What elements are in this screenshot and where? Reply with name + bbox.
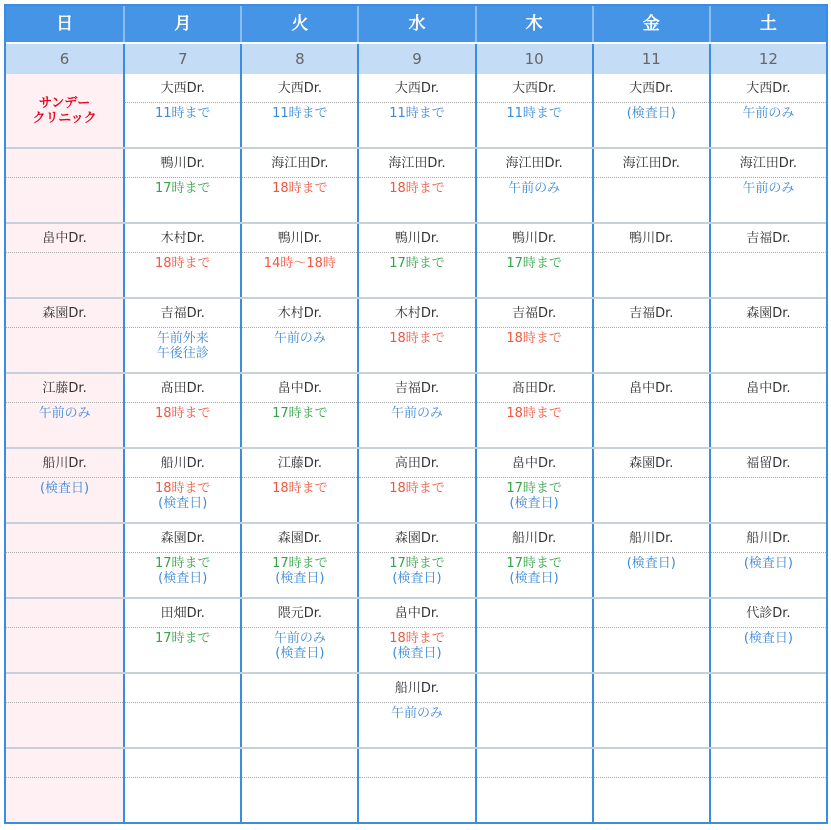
doctor-name: 鴨川Dr. bbox=[125, 149, 240, 178]
doctor-name: 船川Dr. bbox=[125, 449, 240, 478]
schedule-row bbox=[6, 74, 826, 149]
schedule-cell bbox=[475, 674, 592, 747]
doctor-name bbox=[242, 674, 357, 703]
schedule-notes bbox=[594, 703, 709, 706]
schedule-note: 11時まで bbox=[154, 106, 211, 121]
schedule-notes bbox=[477, 703, 592, 706]
date-row bbox=[6, 42, 826, 74]
schedule-row bbox=[6, 674, 826, 749]
schedule-note: 18時まで bbox=[154, 481, 211, 496]
doctor-name: 船川Dr. bbox=[6, 449, 123, 478]
schedule-cell bbox=[592, 74, 709, 147]
schedule-notes bbox=[125, 553, 240, 586]
schedule-note: (検査日) bbox=[158, 571, 208, 586]
schedule-cell bbox=[475, 599, 592, 672]
doctor-name: 吉福Dr. bbox=[359, 374, 474, 403]
schedule-row bbox=[6, 449, 826, 524]
schedule-row bbox=[6, 224, 826, 299]
doctor-name bbox=[6, 149, 123, 178]
schedule-cell bbox=[475, 749, 592, 822]
schedule-note: 17時まで bbox=[154, 181, 211, 196]
schedule-cell bbox=[357, 149, 474, 222]
schedule-note: 午後往診 bbox=[156, 346, 209, 361]
doctor-name: 田畑Dr. bbox=[125, 599, 240, 628]
schedule-cell bbox=[357, 74, 474, 147]
doctor-name bbox=[242, 749, 357, 778]
doctor-name: 髙田Dr. bbox=[477, 374, 592, 403]
date-cell: 8 bbox=[240, 44, 357, 74]
schedule-note: 18時まで bbox=[154, 406, 211, 421]
schedule-notes bbox=[359, 103, 474, 121]
schedule-body bbox=[6, 74, 826, 822]
doctor-name: 鴨川Dr. bbox=[359, 224, 474, 253]
schedule-notes bbox=[594, 478, 709, 481]
schedule-cell bbox=[240, 524, 357, 597]
schedule-notes bbox=[594, 253, 709, 256]
schedule-cell bbox=[6, 149, 123, 222]
doctor-name: 森園Dr. bbox=[242, 524, 357, 553]
schedule-notes bbox=[477, 103, 592, 121]
schedule-cell bbox=[123, 149, 240, 222]
schedule-cell bbox=[592, 524, 709, 597]
schedule-cell bbox=[240, 299, 357, 372]
schedule-note: 17時まで bbox=[272, 406, 328, 421]
schedule-note: 17時まで bbox=[506, 556, 562, 571]
doctor-name: 海江田Dr. bbox=[242, 149, 357, 178]
doctor-name: 森園Dr. bbox=[594, 449, 709, 478]
doctor-name bbox=[594, 599, 709, 628]
schedule-cell bbox=[6, 524, 123, 597]
schedule-cell bbox=[709, 74, 826, 147]
doctor-name: 大西Dr. bbox=[711, 74, 826, 103]
doctor-name bbox=[711, 674, 826, 703]
schedule-cell bbox=[475, 524, 592, 597]
schedule-notes bbox=[242, 628, 357, 661]
date-cell: 7 bbox=[123, 44, 240, 74]
doctor-name: 海江田Dr. bbox=[477, 149, 592, 178]
doctor-name: 大西Dr. bbox=[242, 74, 357, 103]
date-cell: 9 bbox=[357, 44, 474, 74]
doctor-name bbox=[477, 674, 592, 703]
schedule-note: (検査日) bbox=[509, 571, 559, 586]
doctor-name: 畠中Dr. bbox=[594, 374, 709, 403]
schedule-notes bbox=[242, 478, 357, 496]
schedule-note: 午前のみ bbox=[38, 406, 91, 421]
schedule-cell bbox=[709, 749, 826, 822]
doctor-name: 木村Dr. bbox=[242, 299, 357, 328]
schedule-cell bbox=[6, 449, 123, 522]
schedule-notes bbox=[125, 328, 240, 361]
sunday-clinic-label bbox=[6, 74, 123, 147]
schedule-cell bbox=[123, 299, 240, 372]
schedule-cell bbox=[475, 149, 592, 222]
doctor-name: 海江田Dr. bbox=[594, 149, 709, 178]
date-cell: 6 bbox=[59, 50, 70, 68]
schedule-cell bbox=[240, 224, 357, 297]
schedule-notes bbox=[359, 328, 474, 346]
schedule-cell bbox=[357, 524, 474, 597]
schedule-notes bbox=[711, 103, 826, 121]
doctor-name bbox=[594, 749, 709, 778]
schedule-notes bbox=[711, 628, 826, 646]
weekday-header: 月 bbox=[123, 6, 240, 42]
doctor-name: 畠中Dr. bbox=[359, 599, 474, 628]
clinic-label-line: サンデー bbox=[38, 95, 91, 111]
schedule-notes bbox=[594, 403, 709, 406]
schedule-cell bbox=[709, 524, 826, 597]
schedule-notes bbox=[6, 178, 123, 181]
schedule-row bbox=[6, 599, 826, 674]
schedule-notes bbox=[594, 328, 709, 331]
schedule-note: (検査日) bbox=[275, 571, 325, 586]
schedule-cell bbox=[240, 74, 357, 147]
schedule-notes bbox=[242, 178, 357, 196]
schedule-cell bbox=[6, 374, 123, 447]
doctor-name: 畠中Dr. bbox=[242, 374, 357, 403]
doctor-name bbox=[6, 674, 123, 703]
schedule-notes bbox=[477, 778, 592, 781]
schedule-cell bbox=[357, 299, 474, 372]
schedule-notes bbox=[359, 628, 474, 661]
schedule-notes bbox=[477, 178, 592, 196]
doctor-name: 海江田Dr. bbox=[711, 149, 826, 178]
schedule-notes bbox=[125, 103, 240, 121]
schedule-cell bbox=[592, 674, 709, 747]
schedule-cell bbox=[123, 74, 240, 147]
schedule-notes bbox=[711, 403, 826, 406]
doctor-name bbox=[125, 749, 240, 778]
doctor-name: 船川Dr. bbox=[594, 524, 709, 553]
doctor-name: 海江田Dr. bbox=[359, 149, 474, 178]
schedule-cell bbox=[709, 224, 826, 297]
schedule-notes bbox=[125, 178, 240, 196]
schedule-notes bbox=[242, 553, 357, 586]
schedule-cell bbox=[592, 449, 709, 522]
doctor-name: 江藤Dr. bbox=[6, 374, 123, 403]
schedule-note: 18時まで bbox=[389, 181, 445, 196]
schedule-cell bbox=[475, 449, 592, 522]
schedule-cell bbox=[709, 299, 826, 372]
doctor-name: 吉福Dr. bbox=[594, 299, 709, 328]
schedule-cell bbox=[123, 224, 240, 297]
schedule-cell bbox=[240, 674, 357, 747]
schedule-row bbox=[6, 374, 826, 449]
schedule-notes bbox=[6, 703, 123, 706]
doctor-name: 高田Dr. bbox=[359, 449, 474, 478]
schedule-notes bbox=[125, 778, 240, 781]
schedule-cell bbox=[475, 299, 592, 372]
schedule-note: 17時まで bbox=[506, 481, 562, 496]
schedule-notes bbox=[711, 253, 826, 256]
schedule-note: 午前のみ bbox=[742, 181, 795, 196]
schedule-cell bbox=[240, 374, 357, 447]
weekday-header: 金 bbox=[592, 6, 709, 42]
schedule-cell bbox=[6, 674, 123, 747]
doctor-name: 畠中Dr. bbox=[6, 224, 123, 253]
doctor-name: 吉福Dr. bbox=[477, 299, 592, 328]
schedule-notes bbox=[711, 703, 826, 706]
schedule-notes bbox=[711, 553, 826, 571]
doctor-name bbox=[477, 749, 592, 778]
schedule-notes bbox=[594, 778, 709, 781]
schedule-note: 17時まで bbox=[154, 556, 211, 571]
schedule-note: 午前のみ bbox=[508, 181, 561, 196]
schedule-notes bbox=[6, 328, 123, 331]
schedule-notes bbox=[125, 253, 240, 271]
schedule-cell bbox=[6, 224, 123, 297]
schedule-notes bbox=[359, 178, 474, 196]
schedule-note: 午前のみ bbox=[273, 331, 326, 346]
doctor-name: 江藤Dr. bbox=[242, 449, 357, 478]
doctor-name: 大西Dr. bbox=[594, 74, 709, 103]
schedule-notes bbox=[6, 628, 123, 631]
schedule-notes bbox=[359, 253, 474, 271]
schedule-notes bbox=[242, 103, 357, 121]
schedule-cell bbox=[709, 674, 826, 747]
schedule-notes bbox=[477, 628, 592, 631]
schedule-note: 14時〜18時 bbox=[263, 256, 336, 271]
schedule-cell bbox=[357, 674, 474, 747]
weekday-header: 水 bbox=[357, 6, 474, 42]
schedule-note: (検査日) bbox=[626, 556, 676, 571]
schedule-cell bbox=[475, 74, 592, 147]
weekday-header: 火 bbox=[240, 6, 357, 42]
schedule-notes bbox=[711, 478, 826, 481]
schedule-note: (検査日) bbox=[743, 631, 793, 646]
doctor-name: 福留Dr. bbox=[711, 449, 826, 478]
doctor-name: 船川Dr. bbox=[711, 524, 826, 553]
schedule-notes bbox=[6, 403, 123, 421]
doctor-name: 森園Dr. bbox=[125, 524, 240, 553]
schedule-note: 18時まで bbox=[272, 181, 328, 196]
schedule-notes bbox=[6, 778, 123, 781]
schedule-note: (検査日) bbox=[509, 496, 559, 511]
schedule-notes bbox=[711, 778, 826, 781]
schedule-notes bbox=[594, 178, 709, 181]
schedule-cell bbox=[240, 599, 357, 672]
schedule-cell bbox=[592, 599, 709, 672]
doctor-name bbox=[6, 749, 123, 778]
clinic-label-line: クリニック bbox=[32, 110, 97, 126]
schedule-note: 11時まで bbox=[272, 106, 328, 121]
schedule-cell bbox=[592, 149, 709, 222]
schedule-row bbox=[6, 749, 826, 822]
schedule-cell bbox=[357, 374, 474, 447]
schedule-notes bbox=[477, 478, 592, 511]
doctor-name: 代診Dr. bbox=[711, 599, 826, 628]
schedule-cell bbox=[6, 599, 123, 672]
schedule-note: 午前のみ bbox=[390, 706, 443, 721]
schedule-notes bbox=[477, 253, 592, 271]
schedule-row bbox=[6, 524, 826, 599]
schedule-note: (検査日) bbox=[275, 646, 325, 661]
schedule-row bbox=[6, 149, 826, 224]
schedule-cell bbox=[592, 749, 709, 822]
schedule-note: 17時まで bbox=[389, 556, 445, 571]
schedule-note: 18時まで bbox=[389, 481, 445, 496]
schedule-cell bbox=[475, 224, 592, 297]
doctor-name bbox=[6, 524, 123, 553]
date-cell: 12 bbox=[709, 44, 826, 74]
schedule-cell bbox=[709, 149, 826, 222]
schedule-cell bbox=[240, 149, 357, 222]
schedule-note: 17時まで bbox=[389, 256, 445, 271]
doctor-name: 大西Dr. bbox=[477, 74, 592, 103]
schedule-note: 18時まで bbox=[389, 331, 445, 346]
schedule-notes bbox=[359, 553, 474, 586]
schedule-row bbox=[6, 299, 826, 374]
schedule-cell bbox=[357, 599, 474, 672]
doctor-name: 鴨川Dr. bbox=[477, 224, 592, 253]
schedule-note: 午前のみ bbox=[273, 631, 326, 646]
schedule-cell bbox=[592, 299, 709, 372]
schedule-notes bbox=[594, 628, 709, 631]
schedule-cell bbox=[123, 449, 240, 522]
schedule-note: (検査日) bbox=[392, 646, 442, 661]
schedule-cell bbox=[709, 599, 826, 672]
schedule-notes bbox=[594, 103, 709, 121]
schedule-notes bbox=[477, 403, 592, 421]
schedule-cell bbox=[240, 749, 357, 822]
schedule-note: (検査日) bbox=[392, 571, 442, 586]
weekday-header: 日 bbox=[56, 14, 74, 34]
schedule-note: 17時まで bbox=[272, 556, 328, 571]
doctor-name bbox=[6, 599, 123, 628]
schedule-cell bbox=[592, 374, 709, 447]
doctor-name: 森園Dr. bbox=[359, 524, 474, 553]
schedule-note: 午前のみ bbox=[742, 106, 795, 121]
weekday-header-row bbox=[6, 6, 826, 42]
schedule-notes bbox=[242, 403, 357, 421]
schedule-note: (検査日) bbox=[39, 481, 90, 496]
schedule-cell bbox=[123, 599, 240, 672]
schedule-note: 18時まで bbox=[389, 631, 445, 646]
schedule-notes bbox=[359, 403, 474, 421]
doctor-name bbox=[594, 674, 709, 703]
schedule-notes bbox=[6, 553, 123, 556]
schedule-cell bbox=[123, 674, 240, 747]
schedule-cell bbox=[475, 374, 592, 447]
doctor-name: 吉福Dr. bbox=[711, 224, 826, 253]
schedule-notes bbox=[125, 628, 240, 646]
schedule-notes bbox=[711, 178, 826, 196]
schedule-cell bbox=[592, 224, 709, 297]
schedule-notes bbox=[125, 478, 240, 511]
doctor-name: 鴨川Dr. bbox=[594, 224, 709, 253]
schedule-notes bbox=[711, 328, 826, 331]
doctor-name bbox=[125, 674, 240, 703]
schedule-notes bbox=[359, 478, 474, 496]
schedule-notes bbox=[242, 778, 357, 781]
schedule-notes bbox=[125, 403, 240, 421]
schedule-cell bbox=[357, 749, 474, 822]
schedule-note: (検査日) bbox=[158, 496, 208, 511]
schedule-cell bbox=[6, 299, 123, 372]
schedule-cell bbox=[123, 374, 240, 447]
schedule-notes bbox=[6, 253, 123, 256]
doctor-name: 船川Dr. bbox=[477, 524, 592, 553]
schedule-note: 午前のみ bbox=[390, 406, 443, 421]
schedule-cell bbox=[6, 74, 123, 147]
doctor-name: 大西Dr. bbox=[125, 74, 240, 103]
weekday-header: 木 bbox=[475, 6, 592, 42]
doctor-name: 船川Dr. bbox=[359, 674, 474, 703]
schedule-note: 11時まで bbox=[389, 106, 445, 121]
doctor-name bbox=[359, 749, 474, 778]
schedule-notes bbox=[359, 778, 474, 781]
schedule-note: 18時まで bbox=[506, 331, 562, 346]
schedule-notes bbox=[359, 703, 474, 721]
doctor-name: 畠中Dr. bbox=[711, 374, 826, 403]
doctor-name: 木村Dr. bbox=[125, 224, 240, 253]
schedule-note: 18時まで bbox=[154, 256, 211, 271]
doctor-name: 森園Dr. bbox=[6, 299, 123, 328]
schedule-cell bbox=[357, 224, 474, 297]
schedule-notes bbox=[125, 703, 240, 706]
schedule-cell bbox=[240, 449, 357, 522]
schedule-note: 18時まで bbox=[506, 406, 562, 421]
schedule-notes bbox=[6, 478, 123, 496]
date-cell: 10 bbox=[475, 44, 592, 74]
schedule-notes bbox=[594, 553, 709, 571]
schedule-notes bbox=[242, 703, 357, 706]
schedule-cell bbox=[123, 524, 240, 597]
schedule-cell bbox=[709, 449, 826, 522]
schedule-note: 18時まで bbox=[272, 481, 328, 496]
schedule-cell bbox=[6, 749, 123, 822]
doctor-name: 髙田Dr. bbox=[125, 374, 240, 403]
schedule-note: 11時まで bbox=[506, 106, 562, 121]
schedule-cell bbox=[709, 374, 826, 447]
doctor-name: 大西Dr. bbox=[359, 74, 474, 103]
doctor-name: 鴨川Dr. bbox=[242, 224, 357, 253]
schedule-notes bbox=[242, 253, 357, 271]
schedule-cell bbox=[123, 749, 240, 822]
doctor-name bbox=[711, 749, 826, 778]
doctor-name: 隈元Dr. bbox=[242, 599, 357, 628]
schedule-note: 午前外来 bbox=[156, 331, 209, 346]
doctor-name bbox=[477, 599, 592, 628]
schedule-notes bbox=[477, 553, 592, 586]
weekday-header: 土 bbox=[709, 6, 826, 42]
schedule-note: 17時まで bbox=[154, 631, 211, 646]
doctor-name: 木村Dr. bbox=[359, 299, 474, 328]
schedule-note: (検査日) bbox=[626, 106, 676, 121]
schedule-note: (検査日) bbox=[743, 556, 793, 571]
schedule-cell bbox=[357, 449, 474, 522]
schedule-notes bbox=[477, 328, 592, 346]
schedule-note: 17時まで bbox=[506, 256, 562, 271]
doctor-name: 森園Dr. bbox=[711, 299, 826, 328]
doctor-name: 畠中Dr. bbox=[477, 449, 592, 478]
schedule-notes bbox=[242, 328, 357, 346]
weekly-schedule-table bbox=[4, 4, 828, 824]
doctor-name: 吉福Dr. bbox=[125, 299, 240, 328]
date-cell: 11 bbox=[592, 44, 709, 74]
